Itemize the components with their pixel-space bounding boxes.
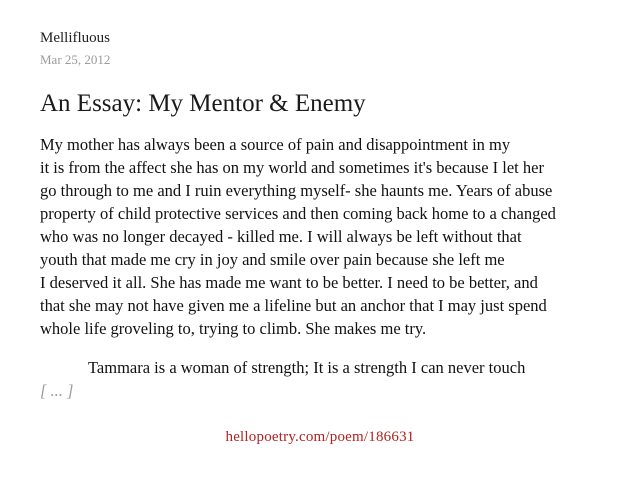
poem-line: I deserved it all. She has made me want to be better. I need to be better, and: [40, 273, 538, 292]
paragraph-gap: [40, 340, 630, 356]
poem-line-indented: Tammara is a woman of strength; It is a strength I can never touch: [88, 358, 526, 377]
poem-link[interactable]: hellopoetry.com/poem/186631: [225, 429, 415, 445]
poem-line: youth that made me cry in joy and smile over pain because she left me: [40, 250, 505, 269]
poem-line: who was no longer decayed - killed me. I will always be left without that: [40, 227, 522, 246]
author-name[interactable]: Mellifluous: [40, 30, 110, 46]
poem-line: My mother has always been a source of pain and disappointment in my: [40, 135, 511, 154]
poem-line: that she may not have given me a lifeline but an anchor that I may just spend: [40, 296, 547, 315]
poem-line: property of child protective services and then coming back home to a changed: [40, 204, 556, 223]
poem-body: [40, 133, 630, 402]
publish-date: Mar 25, 2012: [40, 52, 111, 67]
truncation-marker[interactable]: [ ... ]: [40, 381, 74, 400]
poem-line: go through to me and I ruin everything myself- she haunts me. Years of abuse: [40, 181, 553, 200]
poem-line: whole life groveling to, trying to climb. She makes me try.: [40, 319, 427, 338]
poem-title: An Essay: My Mentor & Enemy: [40, 90, 366, 117]
poem-line: it is from the affect she has on my world and sometimes it's because I let her: [40, 158, 544, 177]
